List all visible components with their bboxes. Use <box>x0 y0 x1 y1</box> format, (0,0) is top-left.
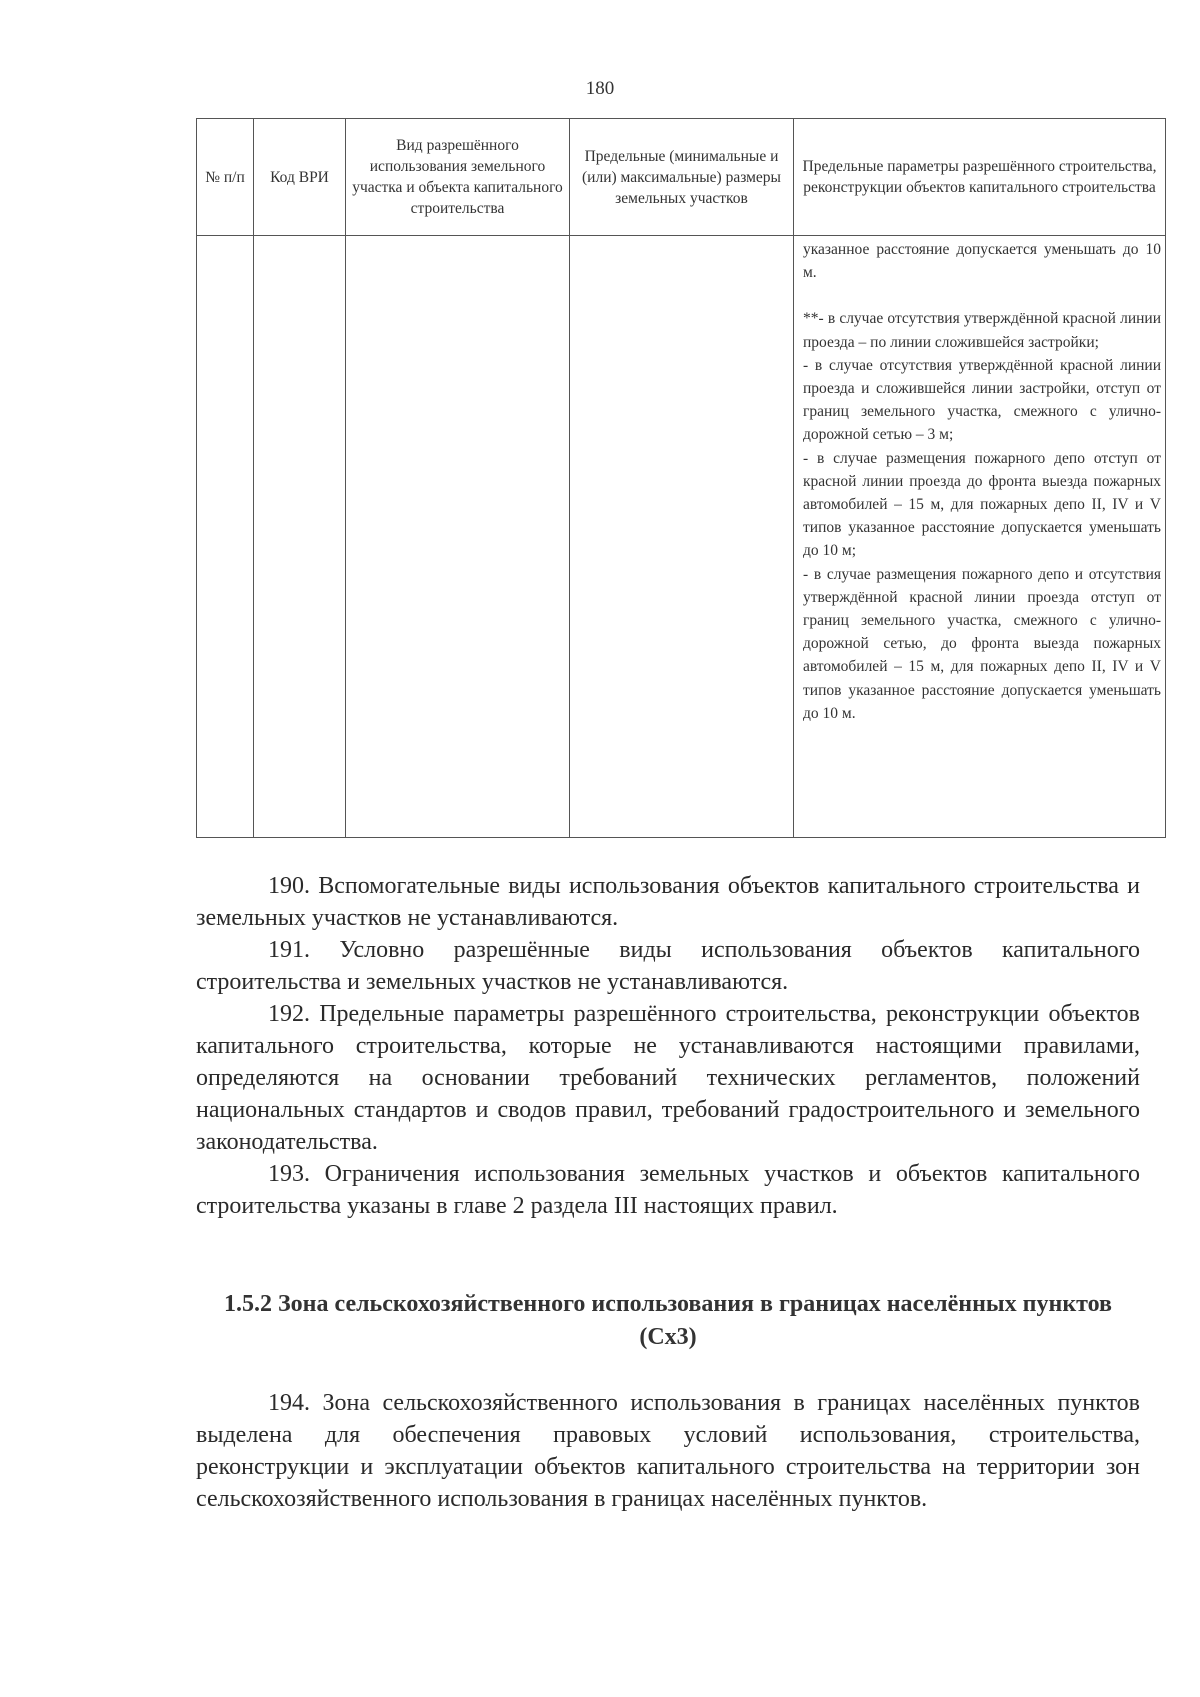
table-header-row <box>197 119 1166 236</box>
paragraph-194: 194. Зона сельскохозяйственного использования в границах населённых пунктов выделена для обеспечения правовых условий использования, строительства, реконструкции и эксплуатации объектов капитального строительства на территории зон сельскохозяйственного использования в границах населённых пунктов. <box>196 1390 1140 1512</box>
paragraph-191: 191. Условно разрешённые виды использования объектов капитального строительства и земельных участков не устанавливаются. <box>196 937 1140 995</box>
params-line: - в случае размещения пожарного депо и отсутствия утверждённой красной линии проезда отступ от границ земельного участка, смежного с улично-дорожной сетью, до фронта выезда пожарных автомобилей – 15 м, для пожарных депо II, IV и V типов указанное расстояние допускается уменьшать до 10 м. <box>803 565 1161 722</box>
cell-use-type <box>346 236 570 838</box>
paragraphs-top <box>196 870 1140 1222</box>
header-building-params: Предельные параметры разрешённого строительства, реконструкции объектов капитального строительства <box>794 119 1166 236</box>
params-line: **- в случае отсутствия утверждённой красной линии проезда – по линии сложившейся застройки; <box>803 310 1161 351</box>
cell-plot-sizes <box>570 236 794 838</box>
header-number: № п/п <box>197 119 254 236</box>
params-line: - в случае размещения пожарного депо отступ от красной линии проезда до фронта выезда пожарных автомобилей – 15 м, для пожарных депо II, IV и V типов указанное расстояние допускается уменьшать до 10 м; <box>803 449 1161 560</box>
page-number: 180 <box>585 78 615 99</box>
params-line: - в случае отсутствия утверждённой красной линии проезда и сложившейся линии застройки, отступ от границ земельного участка, смежного с улично-дорожной сетью – 3 м; <box>803 356 1161 444</box>
params-spacer <box>803 284 1161 307</box>
paragraphs-bottom <box>196 1387 1140 1515</box>
table-row <box>197 236 1166 838</box>
cell-number <box>197 236 254 838</box>
header-plot-sizes: Предельные (минимальные и (или) максимальные) размеры земельных участков <box>570 119 794 236</box>
section-heading: 1.5.2 Зона сельскохозяйственного использования в границах населённых пунктов (Сх3) <box>224 1291 1112 1350</box>
header-code: Код ВРИ <box>254 119 346 236</box>
cell-code <box>254 236 346 838</box>
parameters-table <box>196 118 1166 838</box>
paragraph-190: 190. Вспомогательные виды использования объектов капитального строительства и земельных участков не устанавливаются. <box>196 873 1140 931</box>
params-line: указанное расстояние допускается уменьшать до 10 м. <box>803 241 1161 282</box>
paragraph-192: 192. Предельные параметры разрешённого строительства, реконструкции объектов капитального строительства, которые не устанавливаются настоящими правилами, определяются на основании требований технических регламентов, положений национальных стандартов и сводов правил, требований градостроительного и земельного законодательства. <box>196 1001 1140 1155</box>
header-use-type: Вид разрешённого использования земельного участка и объекта капитального строительства <box>346 119 570 236</box>
paragraph-193: 193. Ограничения использования земельных участков и объектов капитального строительства указаны в главе 2 раздела III настоящих правил. <box>196 1161 1140 1219</box>
cell-building-params <box>794 236 1166 838</box>
